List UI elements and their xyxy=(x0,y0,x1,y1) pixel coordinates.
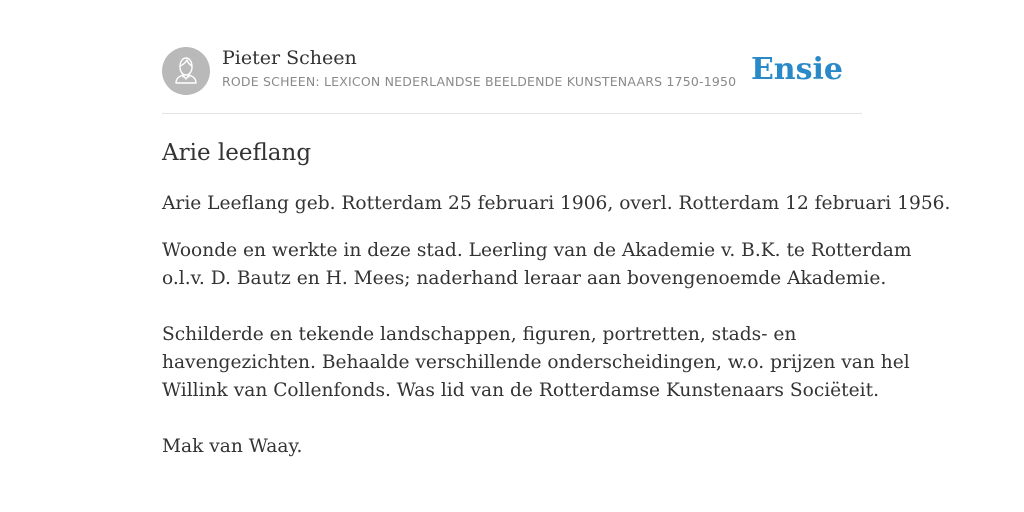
article-paragraph xyxy=(162,190,951,218)
paragraph-line: Schilderde en tekende landschappen, figuren, portretten, stads- en xyxy=(162,324,797,345)
author-avatar[interactable] xyxy=(162,47,210,95)
article-paragraph xyxy=(162,321,910,405)
article-paragraph xyxy=(162,237,912,293)
paragraph-line: havengezichten. Behaalde verschillende onderscheidingen, w.o. prijzen van hel xyxy=(162,352,910,373)
user-icon xyxy=(162,47,210,95)
paragraph-line: Arie Leeflang geb. Rotterdam 25 februari 1906, overl. Rotterdam 12 februari 1956. xyxy=(162,193,951,214)
paragraph-line: o.l.v. D. Bautz en H. Mees; naderhand leraar aan bovengenoemde Akademie. xyxy=(162,268,887,289)
article-header xyxy=(162,46,862,114)
author-name[interactable]: Pieter Scheen xyxy=(222,47,357,69)
source-title[interactable]: RODE SCHEEN: LEXICON NEDERLANDSE BEELDENDE KUNSTENAARS 1750-1950 xyxy=(222,74,737,89)
brand-logo[interactable]: Ensie xyxy=(750,52,843,87)
article-paragraph xyxy=(162,433,862,461)
article-title: Arie leeflang xyxy=(162,140,312,166)
paragraph-line: Mak van Waay. xyxy=(162,436,303,457)
paragraph-line: Willink van Collenfonds. Was lid van de Rotterdamse Kunstenaars Sociëteit. xyxy=(162,380,879,401)
paragraph-line: Woonde en werkte in deze stad. Leerling van de Akademie v. B.K. te Rotterdam xyxy=(162,240,912,261)
